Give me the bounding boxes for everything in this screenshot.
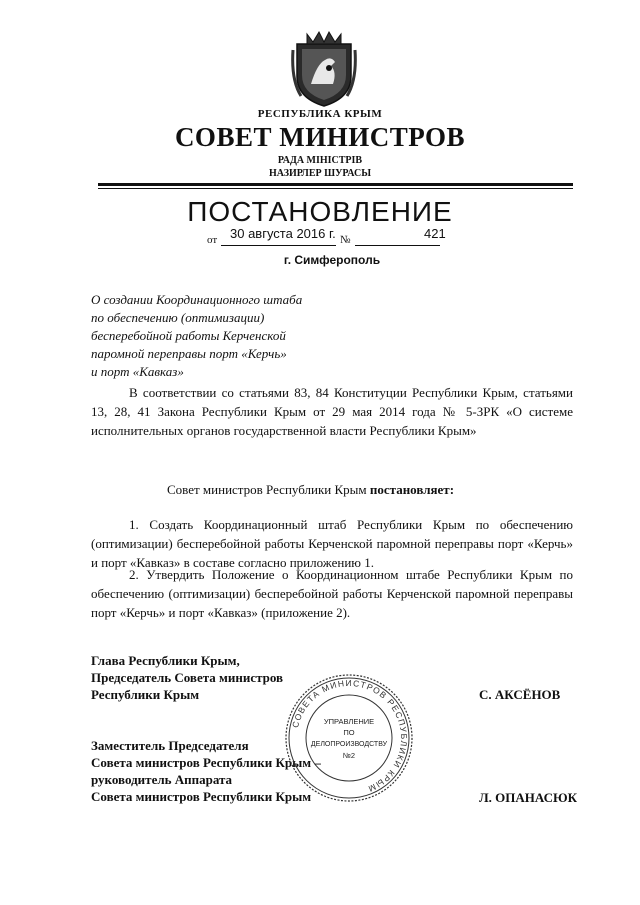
signature-title-line: Совета министров Республики Крым: [91, 789, 312, 804]
decree-item-2: [91, 565, 573, 622]
stamp-line-3: ДЕЛОПРОИЗВОДСТВУ: [310, 741, 388, 748]
signature-title-line: Председатель Совета министров: [91, 670, 284, 685]
stamp-line-2: ПО: [343, 728, 355, 737]
official-stamp: [283, 672, 415, 804]
council-heading: СОВЕТ МИНИСТРОВ: [174, 122, 466, 152]
signatory-name-deputy: Л. ОПАНАСЮК: [479, 790, 578, 805]
document-date: 30 августа 2016 г.: [230, 226, 336, 241]
republic-heading: РЕСПУБЛИКА КРЫМ: [257, 108, 383, 120]
decree-item-1-text: 1. Создать Координационный штаб Республики Крым по обеспечению (оптимизации) бесперебойной работы Керченской паромной переправы порт «Керчь» и порт «Кавказ» в составе согласно приложению 1.: [91, 517, 573, 570]
decree-item-1: [91, 515, 573, 572]
subject-line: по обеспечению (оптимизации): [91, 310, 265, 325]
preamble-paragraph: В соответствии со статьями 83, 84 Конституции Республики Крым, статьями 13, 28, 41 Закона Республики Крым от 29 мая 2014 года № 5-ЗРК «О системе исполнительных органов государственной власти Республики Крым»: [91, 385, 573, 438]
signatory-name-head: С. АКСЁНОВ: [479, 687, 561, 702]
decree-intro-paragraph: [91, 480, 573, 499]
stamp-ring-text: СОВЕТА МИНИСТРОВ РЕСПУБЛИКИ КРЫМ: [290, 677, 410, 795]
from-label: от: [207, 234, 218, 246]
document-city: г. Симферополь: [283, 253, 381, 267]
council-ua-heading: РАДА МІНІСТРІВ: [277, 155, 363, 166]
stamp-line-1: УПРАВЛЕНИЕ: [323, 717, 375, 726]
date-underline: [221, 245, 336, 246]
header-divider-thick: [98, 183, 573, 186]
decree-item-2-text: 2. Утвердить Положение о Координационном штабе Республики Крым по обеспечению (оптимизации) бесперебойной работы Керченской паромной переправы порт «Керчь» и порт «Кавказ» (приложение 2).: [91, 567, 573, 620]
document-subject: [91, 291, 391, 381]
document-type-title: ПОСТАНОВЛЕНИЕ: [187, 196, 453, 227]
signature-title-line: руководитель Аппарата: [91, 772, 233, 787]
council-crh-heading: НАЗИРЛЕР ШУРАСЫ: [268, 168, 372, 179]
decree-intro: Совет министров Республики Крым: [167, 482, 370, 497]
signature-title-line: Глава Республики Крым,: [91, 653, 240, 668]
subject-line: паромной переправы порт «Керчь»: [91, 346, 287, 361]
number-underline: [355, 245, 440, 246]
decree-keyword: постановляет:: [369, 482, 455, 497]
signature-title-line: Заместитель Председателя: [91, 738, 249, 753]
header-divider-thin: [98, 188, 573, 189]
stamp-line-4: №2: [342, 751, 356, 760]
subject-line: и порт «Кавказ»: [91, 364, 184, 379]
document-number: 421: [424, 226, 446, 241]
subject-line: О создании Координационного штаба: [91, 292, 303, 307]
subject-line: бесперебойной работы Керченской: [91, 328, 286, 343]
signature-title-line: Совета министров Республики Крым –: [91, 755, 321, 770]
signature-block-head: [91, 652, 283, 703]
date-number-row: [207, 226, 447, 248]
coat-of-arms-icon: [291, 30, 357, 108]
number-label: №: [340, 234, 351, 246]
signature-title-line: Республики Крым: [91, 687, 200, 702]
